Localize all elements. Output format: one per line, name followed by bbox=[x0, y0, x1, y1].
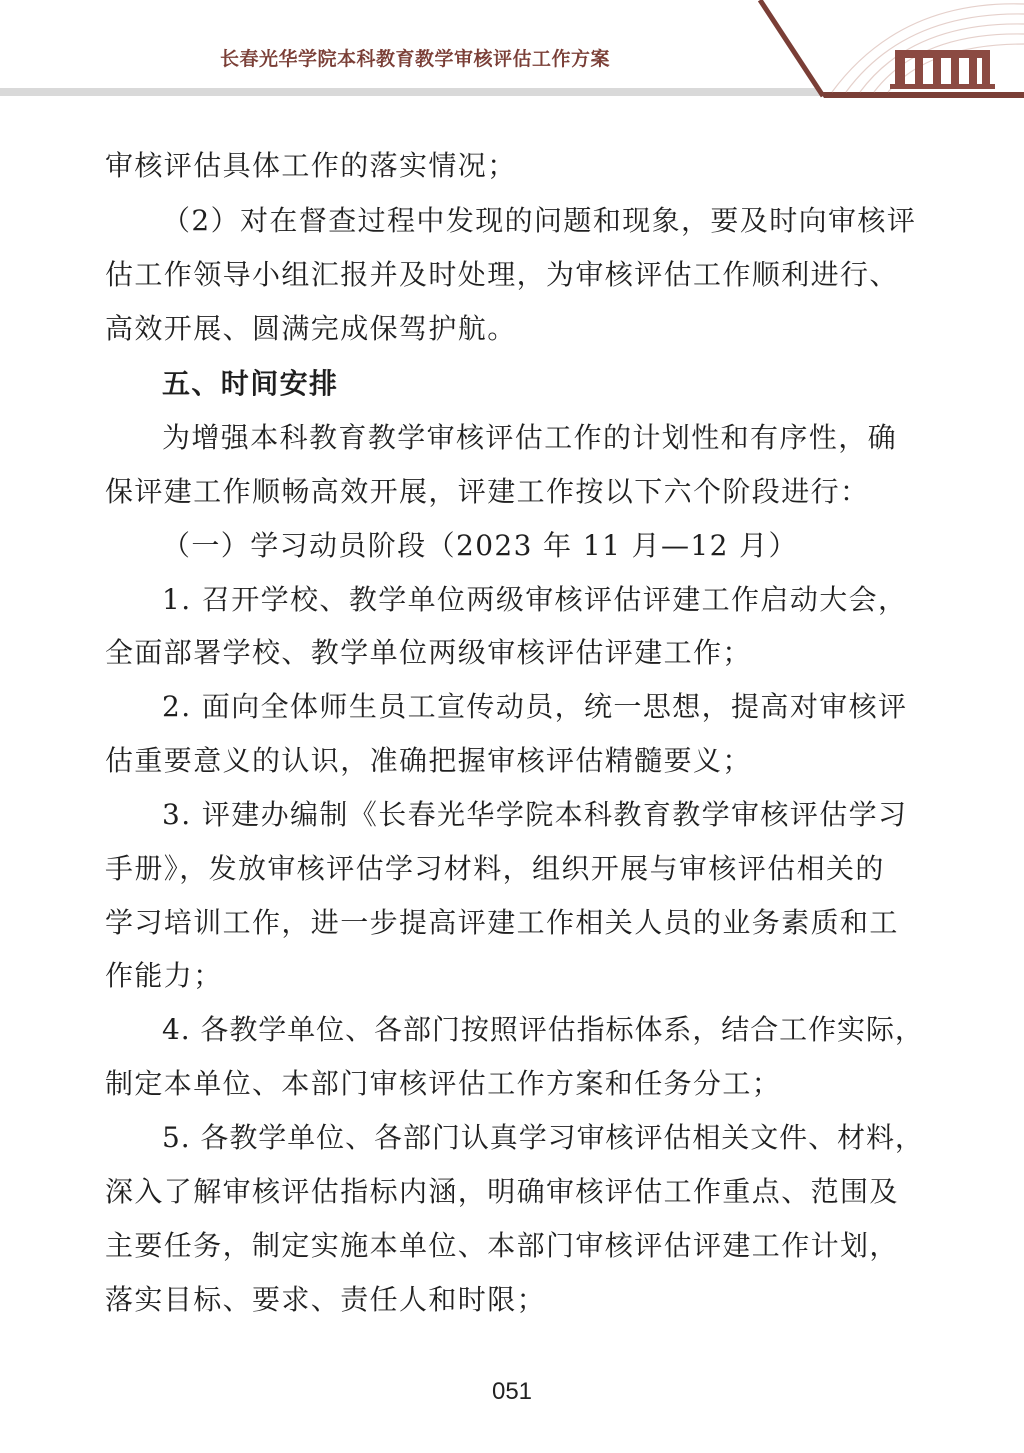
page-number: 051 bbox=[491, 1378, 533, 1405]
body-line: 5. 各教学单位、各部门认真学习审核评估相关文件、材料， bbox=[162, 1121, 924, 1154]
body-line: 深入了解审核评估指标内涵，明确审核评估工作重点、范围及 bbox=[105, 1175, 899, 1208]
body-line: 1. 召开学校、教学单位两级审核评估评建工作启动大会， bbox=[162, 583, 908, 616]
body-line: 估重要意义的认识，准确把握审核评估精髓要义； bbox=[105, 744, 752, 777]
header-gray-stripe bbox=[0, 88, 824, 96]
body-line: 估工作领导小组汇报并及时处理，为审核评估工作顺利进行、 bbox=[105, 258, 899, 291]
building-logo-icon bbox=[832, 4, 1024, 92]
body-line: 2. 面向全体师生员工宣传动员，统一思想，提高对审核评 bbox=[162, 690, 908, 723]
body-line: 学习培训工作，进一步提高评建工作相关人员的业务素质和工 bbox=[105, 906, 899, 939]
body-line: 高效开展、圆满完成保驾护航。 bbox=[105, 312, 517, 345]
body-line: 手册》，发放审核评估学习材料，组织开展与审核评估相关的 bbox=[105, 852, 885, 885]
subsection-heading: （一）学习动员阶段（2023 年 11 月—12 月） bbox=[162, 529, 798, 562]
section-heading: 五、时间安排 bbox=[162, 367, 339, 400]
body-line: （2）对在督查过程中发现的问题和现象，要及时向审核评 bbox=[162, 204, 917, 237]
body-line: 3. 评建办编制《长春光华学院本科教育教学审核评估学习 bbox=[162, 798, 908, 831]
body-line: 作能力； bbox=[105, 959, 223, 992]
building-icon bbox=[890, 50, 995, 89]
body-line: 主要任务，制定实施本单位、本部门审核评估评建工作计划， bbox=[105, 1229, 899, 1262]
body-line: 审核评估具体工作的落实情况； bbox=[105, 149, 517, 182]
body-line: 4. 各教学单位、各部门按照评估指标体系，结合工作实际， bbox=[162, 1013, 924, 1046]
body-line: 保评建工作顺畅高效开展，评建工作按以下六个阶段进行： bbox=[105, 475, 870, 508]
document-header-title: 长春光华学院本科教育教学审核评估工作方案 bbox=[219, 48, 610, 70]
body-line: 制定本单位、本部门审核评估工作方案和任务分工； bbox=[105, 1067, 782, 1100]
body-line: 为增强本科教育教学审核评估工作的计划性和有序性，确 bbox=[162, 421, 898, 454]
body-line: 全面部署学校、教学单位两级审核评估评建工作； bbox=[105, 636, 752, 669]
body-line: 落实目标、要求、责任人和时限； bbox=[105, 1283, 547, 1316]
header-right-bar bbox=[820, 92, 1024, 98]
